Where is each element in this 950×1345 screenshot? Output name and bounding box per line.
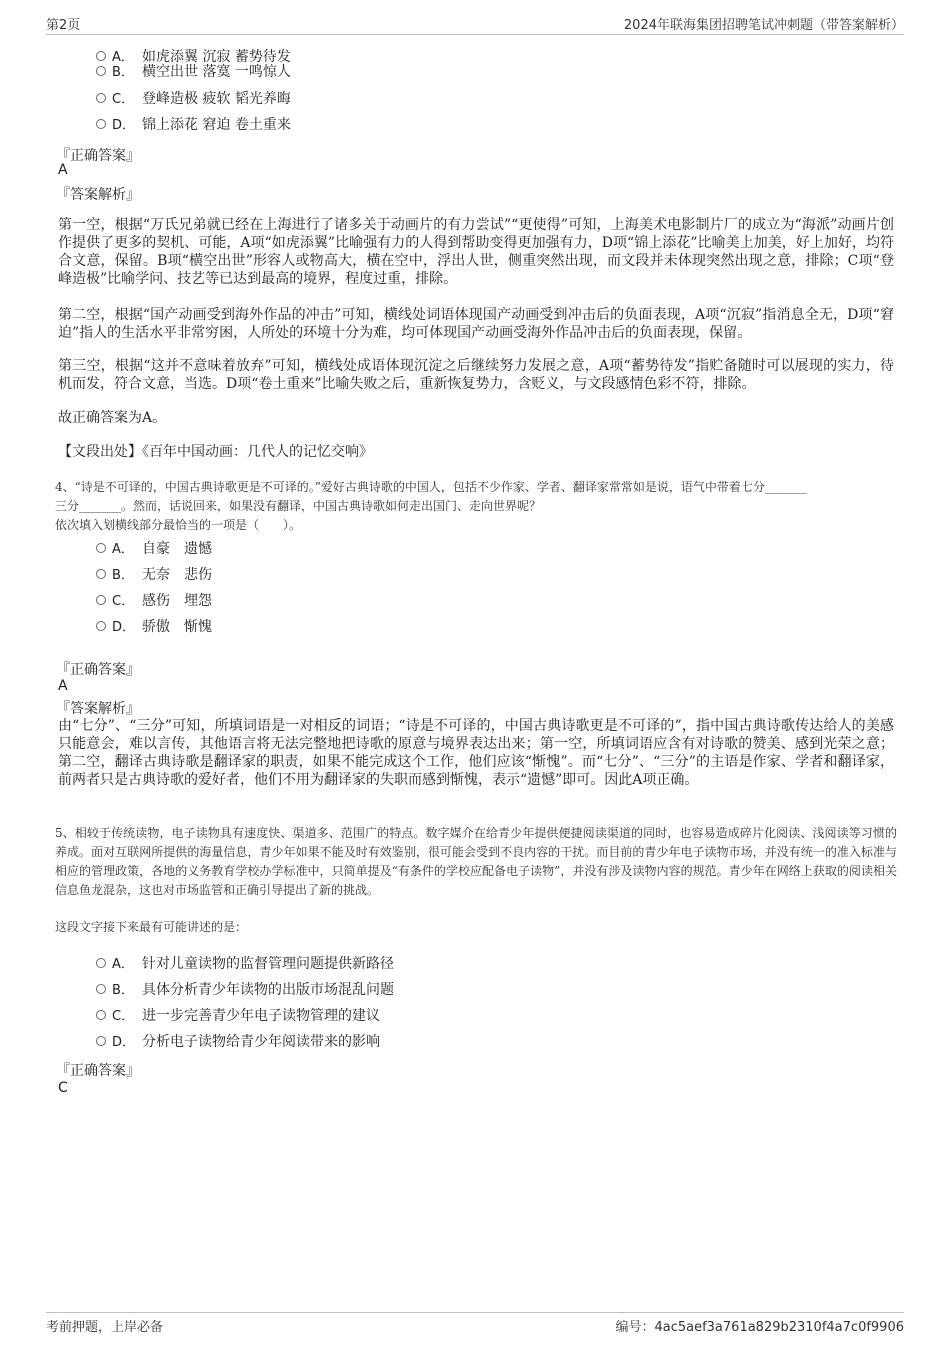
q3-analysis-paragraph-3: 第三空，根据“这并不意味着放弃”可知，横线处成语体现沉淀之后继续努力发展之意，A项“蓄势待发”指贮备随时可以展现的实力，待机而发，符合文意，当选。D项“卷土重来”比喻失败之后，重新恢复势力，含贬义，与文段感情色彩不符，排除。 [58,358,894,392]
q4-prompt: 依次填入划横线部分最恰当的一项是（ ）。 [55,518,302,532]
q3-source: 【文段出处】《百年中国动画：几代人的记忆交响》 [58,444,373,460]
document-code [615,1316,904,1335]
q3-analysis-paragraph-1: 第一空，根据“万氏兄弟就已经在上海进行了诸多关于动画片的有力尝试”“更使得”可知，上海美术电影制片厂的成立为“海派”动画片创作提供了更多的契机、可能，A项“如虎添翼”比喻强有力的人得到帮助变得更加强有力，D项“锦上添花”比喻美上加美，好上加好，均符合文意，保留。B项“横空出世”形容人或物高大，横在空中，浮出人世，侧重突然出现，而文段并未体现突然出现之意，排除；C项“登峰造极”比喻学问、技艺等已达到最高的境界，程度过重，排除。 [58,217,894,287]
radio-icon[interactable] [96,595,106,605]
radio-icon[interactable] [96,119,106,129]
q3-option-a[interactable]: A． 如虎添翼 沉寂 蓄势待发 [96,47,291,67]
page-footer [46,1312,904,1336]
radio-icon[interactable] [96,621,106,631]
footer-slogan: 考前押题，上岸必备 [46,1320,164,1335]
q3-analysis-label: 『答案解析』 [56,187,140,203]
q5-option-a[interactable]: A． 针对儿童读物的监督管理问题提供新路径 [96,954,394,974]
q4-analysis-label: 『答案解析』 [56,701,140,717]
radio-icon[interactable] [96,51,106,61]
q4-analysis: 由“七分”、“三分”可知，所填词语是一对相反的词语；“诗是不可译的，中国古典诗歌更是不可译的”，指中国古典诗歌传达给人的美感只能意会，难以言传，其他语言将无法完整地把诗歌的原意与境界表达出来；第一空，所填词语应含有对诗歌的赞美、感到光荣之意；第二空，翻译古典诗歌是翻译家的职责，如果不能完成这个工作，他们应该“惭愧”。而“七分”、“三分”的主语是作家、学者和翻译家，前两者只是古典诗歌的爱好者，他们不用为翻译家的失职而感到惭愧，表示“遗憾”即可。因此A项正确。 [58,718,894,788]
q5-answer-label: 『正确答案』 [56,1063,140,1079]
page-header [46,14,904,35]
q5-stem: 5、相较于传统读物，电子读物具有速度快、渠道多、范围广的特点。数字媒介在给青少年提供便捷阅读渠道的同时，也容易造成碎片化阅读、浅阅读等习惯的养成。面对互联网所提供的海量信息，青少年如果不能及时有效鉴别，很可能会受到不良内容的干扰。而目前的青少年电子读物市场，并没有统一的准入标准与相应的管理政策，各地的义务教育学校办学标准中，只简单提及“有条件的学校应配备电子读物”，并没有涉及读物内容的规范。青少年在网络上获取的阅读相关信息鱼龙混杂，这也对市场监管和正确引导提出了新的挑战。 [55,826,897,897]
q4-option-c[interactable]: C． 感伤 埋怨 [96,591,212,611]
q5-question: 这段文字接下来最有可能讲述的是： [55,920,248,934]
q5-answer: C [58,1080,68,1096]
code-label: 编号： [615,1320,655,1335]
q5-option-d[interactable]: D． 分析电子读物给青少年阅读带来的影响 [96,1032,380,1052]
radio-icon[interactable] [96,1010,106,1020]
q3-answer-label: 『正确答案』 [56,148,140,164]
q4-option-b[interactable]: B． 无奈 悲伤 [96,565,212,585]
q4-option-a[interactable]: A． 自豪 遗憾 [96,539,212,559]
q3-conclusion: 故正确答案为A。 [58,410,167,426]
q5-option-b[interactable]: B． 具体分析青少年读物的出版市场混乱问题 [96,980,394,1000]
document-title: 2024年联海集团招聘笔试冲刺题（带答案解析） [623,18,904,33]
q3-option-c[interactable]: C． 登峰造极 疲软 韬光养晦 [96,89,291,109]
q3-option-b[interactable]: B． 横空出世 落寞 一鸣惊人 [96,62,291,82]
radio-icon[interactable] [96,543,106,553]
page-number: 第2页 [46,18,81,33]
q3-option-d[interactable]: D． 锦上添花 窘迫 卷土重来 [96,115,291,135]
q4-answer-label: 『正确答案』 [56,662,140,678]
q4-stem-line-1: 4、“诗是不可译的，中国古典诗歌更是不可译的。”爱好古典诗歌的中国人，包括不少作家、学者、翻译家常常如是说，语气中带着七分_______ [55,480,807,494]
code-value: 4ac5aef3a761a829b2310f4a7c0f9906 [654,1320,904,1335]
q3-analysis-paragraph-2: 第二空，根据“国产动画受到海外作品的冲击”可知，横线处词语体现国产动画受到冲击后的负面表现，A项“沉寂”指消息全无，D项“窘迫”指人的生活水平非常穷困，人所处的环境十分为难，均可体现国产动画受海外作品冲击后的负面表现，保留。 [58,307,894,341]
radio-icon[interactable] [96,958,106,968]
radio-icon[interactable] [96,569,106,579]
q4-stem-line-2: 三分_______。然而，话说回来，如果没有翻译，中国古典诗歌如何走出国门、走向世界呢？ [55,499,542,513]
q3-answer: A [58,162,68,178]
q4-answer: A [58,678,68,694]
radio-icon[interactable] [96,1036,106,1046]
radio-icon[interactable] [96,984,106,994]
q5-option-c[interactable]: C． 进一步完善青少年电子读物管理的建议 [96,1006,380,1026]
radio-icon[interactable] [96,93,106,103]
radio-icon[interactable] [96,66,106,76]
q4-option-d[interactable]: D． 骄傲 惭愧 [96,617,212,637]
